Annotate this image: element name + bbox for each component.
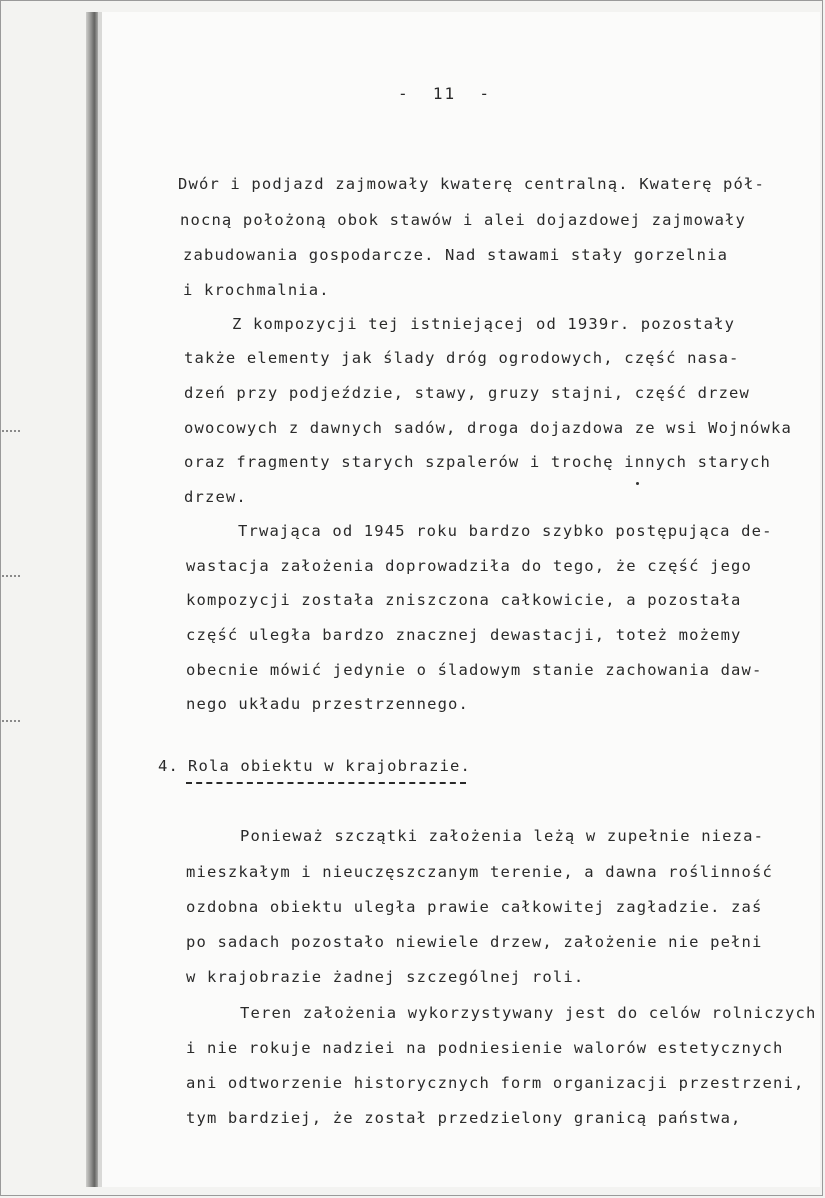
text-line: wastacja założenia doprowadziła do tego, że część jego — [186, 557, 753, 575]
section-title-underline — [186, 782, 466, 784]
text-line: Ponieważ szczątki założenia leżą w zupełnie nieza- — [240, 827, 765, 845]
text-line: owocowych z dawnych sadów, droga dojazdowa ze wsi Wojnówka — [184, 419, 792, 437]
text-line: po sadach pozostało niewiele drzew, założenie nie pełni — [186, 933, 763, 951]
text-line: mieszkałym i nieuczęszczanym terenie, a dawna roślinność — [186, 863, 773, 881]
ink-speck — [636, 482, 639, 485]
text-line: Trwająca od 1945 roku bardzo szybko postępująca de- — [238, 522, 773, 540]
text-line: obecnie mówić jedynie o śladowym stanie zachowania daw- — [186, 661, 763, 679]
text-line: ozdobna obiektu uległa prawie całkowitej zagładzie. zaś — [186, 898, 763, 916]
section-title: Rola obiektu w krajobrazie. — [188, 757, 472, 775]
text-line: tym bardziej, że został przedzielony granicą państwa, — [186, 1109, 742, 1127]
text-line: i nie rokuje nadziei na podniesienie walorów estetycznych — [186, 1039, 784, 1057]
text-line: dzeń przy podjeździe, stawy, gruzy stajni, część drzew — [184, 384, 751, 402]
text-line: część uległa bardzo znacznej dewastacji, toteż możemy — [186, 626, 742, 644]
text-line: kompozycji została zniszczona całkowicie, a pozostała — [186, 591, 742, 609]
text-line: także elementy jak ślady dróg ogrodowych, część nasa- — [184, 349, 740, 367]
text-line: nocną położoną obok stawów i alei dojazdowej zajmowały — [180, 211, 747, 229]
page-number: - 11 - — [398, 84, 492, 103]
text-line: Z kompozycji tej istniejącej od 1939r. pozostały — [232, 315, 736, 333]
text-line: zabudowania gospodarcze. Nad stawami stały gorzelnia — [183, 246, 729, 264]
binding-spine — [86, 12, 98, 1187]
margin-mark — [2, 575, 20, 579]
text-line: ani odtworzenie historycznych form organizacji przestrzeni, — [186, 1074, 805, 1092]
text-line: Teren założenia wykorzystywany jest do celów rolniczych — [240, 1004, 817, 1022]
text-line: i krochmalnia. — [183, 281, 330, 299]
margin-mark — [2, 720, 20, 724]
text-line: Dwór i podjazd zajmowały kwaterę centralną. Kwaterę pół- — [178, 175, 765, 193]
section-number: 4. — [158, 757, 179, 775]
text-line: nego układu przestrzennego. — [186, 695, 470, 713]
text-line: oraz fragmenty starych szpalerów i trochę innych starych — [184, 453, 771, 471]
text-line: w krajobrazie żadnej szczególnej roli. — [186, 968, 585, 986]
margin-mark — [2, 430, 20, 434]
text-line: drzew. — [184, 488, 247, 506]
